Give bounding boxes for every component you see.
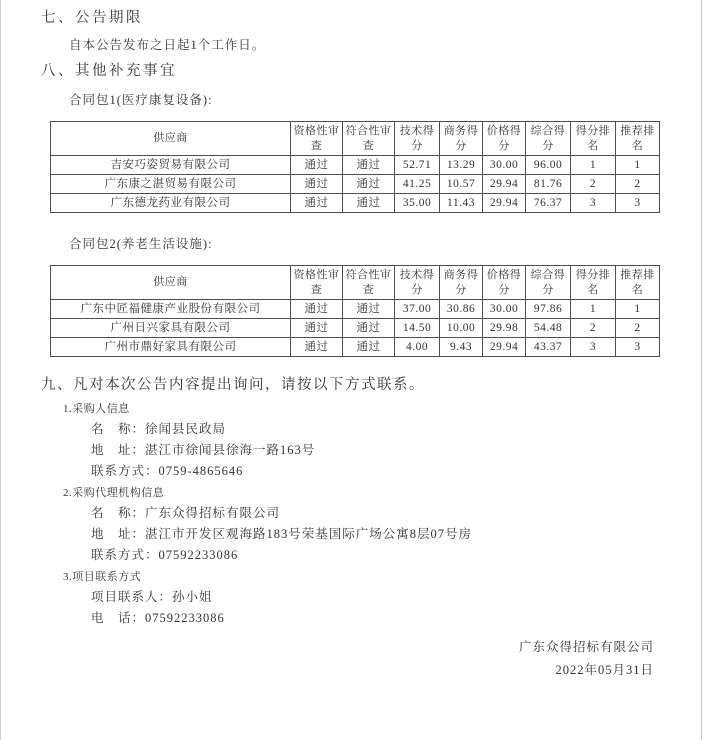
score-cell: 通过 — [291, 300, 343, 319]
score-cell: 通过 — [343, 175, 395, 194]
contact-heading: 3.项目联系方式 — [63, 571, 142, 583]
table-row — [51, 319, 660, 338]
score-cell: 14.50 — [395, 319, 440, 338]
score-cell: 29.94 — [483, 338, 526, 357]
section-heading-inquiry-contact: 九、凡对本次公告内容提出询问，请按以下方式联系。 — [41, 377, 425, 393]
table-header-row — [51, 122, 660, 156]
score-cell: 1 — [571, 156, 616, 175]
score-cell: 81.76 — [526, 175, 571, 194]
announcement-period-text: 自本公告发布之日起1个工作日。 — [69, 38, 266, 52]
score-cell: 10.00 — [440, 319, 483, 338]
score-cell: 30.86 — [440, 300, 483, 319]
contact-line: 名 称：徐闻县民政局 — [91, 422, 227, 436]
supplier-cell: 吉安巧姿贸易有限公司 — [51, 156, 291, 175]
table-row — [51, 175, 660, 194]
section-heading-announcement-period: 七、公告期限 — [41, 10, 143, 26]
table-body — [51, 300, 660, 357]
score-cell: 4.00 — [395, 338, 440, 357]
score-cell: 13.29 — [440, 156, 483, 175]
score-cell: 通过 — [343, 338, 395, 357]
supplier-cell: 广东中匠福健康产业股份有限公司 — [51, 300, 291, 319]
score-cell: 29.94 — [483, 175, 526, 194]
score-cell: 2 — [571, 319, 616, 338]
score-cell: 9.43 — [440, 338, 483, 357]
header-cell: 符合性审查 — [343, 266, 395, 300]
score-cell: 通过 — [343, 319, 395, 338]
score-cell: 通过 — [343, 300, 395, 319]
supplier-cell: 广东康之湛贸易有限公司 — [51, 175, 291, 194]
footer-date: 2022年05月31日 — [555, 663, 654, 677]
score-cell: 2 — [616, 175, 660, 194]
contact-line: 名 称：广东众得招标有限公司 — [91, 506, 281, 520]
table-row — [51, 338, 660, 357]
footer-organization: 广东众得招标有限公司 — [518, 640, 654, 654]
table-head — [51, 266, 660, 300]
supplier-header-cell: 供应商 — [51, 122, 291, 156]
contact-block — [63, 486, 701, 563]
score-cell: 11.43 — [440, 194, 483, 213]
score-cell: 37.00 — [395, 300, 440, 319]
header-cell: 资格性审查 — [291, 266, 343, 300]
header-cell: 得分排名 — [571, 266, 616, 300]
header-cell: 符合性审查 — [343, 122, 395, 156]
score-cell: 通过 — [291, 338, 343, 357]
score-cell: 3 — [571, 338, 616, 357]
score-cell: 1 — [616, 156, 660, 175]
header-cell: 综合得分 — [526, 122, 571, 156]
score-cell: 3 — [616, 338, 660, 357]
score-cell: 通过 — [291, 175, 343, 194]
header-cell: 综合得分 — [526, 266, 571, 300]
supplier-cell: 广州市鼎好家具有限公司 — [51, 338, 291, 357]
score-cell: 29.94 — [483, 194, 526, 213]
score-cell: 76.37 — [526, 194, 571, 213]
contact-line: 项目联系人：孙小姐 — [91, 590, 213, 604]
score-cell: 通过 — [291, 319, 343, 338]
score-cell: 通过 — [291, 156, 343, 175]
table-row — [51, 300, 660, 319]
score-cell: 3 — [571, 194, 616, 213]
contact-block — [63, 570, 701, 626]
score-cell: 29.98 — [483, 319, 526, 338]
header-cell: 得分排名 — [571, 122, 616, 156]
header-cell: 商务得分 — [440, 122, 483, 156]
supplier-header-cell: 供应商 — [51, 266, 291, 300]
score-cell: 54.48 — [526, 319, 571, 338]
supplier-cell: 广州日兴家具有限公司 — [51, 319, 291, 338]
contacts-section — [63, 402, 701, 626]
contact-line: 地 址：湛江市开发区观海路183号荣基国际广场公寓8层07号房 — [91, 527, 473, 541]
score-cell: 2 — [571, 175, 616, 194]
score-cell: 35.00 — [395, 194, 440, 213]
table-header-row — [51, 266, 660, 300]
score-table-package2 — [50, 265, 660, 357]
score-cell: 通过 — [343, 194, 395, 213]
table-row — [51, 194, 660, 213]
table-body — [51, 156, 660, 213]
contact-line: 联系方式：0759-4865646 — [91, 464, 244, 478]
table-row — [51, 156, 660, 175]
score-cell: 通过 — [343, 156, 395, 175]
contact-heading: 2.采购代理机构信息 — [63, 487, 165, 499]
score-cell: 2 — [616, 319, 660, 338]
table-head — [51, 122, 660, 156]
score-cell: 52.71 — [395, 156, 440, 175]
package2-caption: 合同包2(养老生活设施): — [69, 237, 213, 251]
score-cell: 97.86 — [526, 300, 571, 319]
header-cell: 价格得分 — [483, 122, 526, 156]
contact-block — [63, 402, 701, 479]
score-cell: 3 — [616, 194, 660, 213]
score-cell: 30.00 — [483, 300, 526, 319]
score-cell: 1 — [616, 300, 660, 319]
header-cell: 推荐排名 — [616, 122, 660, 156]
contact-line: 电 话：07592233086 — [91, 611, 225, 625]
score-cell: 10.57 — [440, 175, 483, 194]
score-cell: 43.37 — [526, 338, 571, 357]
contact-line: 地 址：湛江市徐闻县徐海一路163号 — [91, 443, 316, 457]
header-cell: 商务得分 — [440, 266, 483, 300]
header-cell: 价格得分 — [483, 266, 526, 300]
package1-caption: 合同包1(医疗康复设备): — [69, 93, 213, 107]
supplier-cell: 广东德龙药业有限公司 — [51, 194, 291, 213]
contact-line: 联系方式：07592233086 — [91, 548, 239, 562]
header-cell: 推荐排名 — [616, 266, 660, 300]
score-cell: 41.25 — [395, 175, 440, 194]
score-cell: 30.00 — [483, 156, 526, 175]
contact-heading: 1.采购人信息 — [63, 403, 130, 415]
header-cell: 资格性审查 — [291, 122, 343, 156]
score-cell: 通过 — [291, 194, 343, 213]
score-table-package1 — [50, 121, 660, 213]
signature-block — [1, 639, 701, 678]
section-heading-other-matters: 八、其他补充事宜 — [41, 63, 177, 79]
score-cell: 1 — [571, 300, 616, 319]
header-cell: 技术得分 — [395, 122, 440, 156]
header-cell: 技术得分 — [395, 266, 440, 300]
score-cell: 96.00 — [526, 156, 571, 175]
